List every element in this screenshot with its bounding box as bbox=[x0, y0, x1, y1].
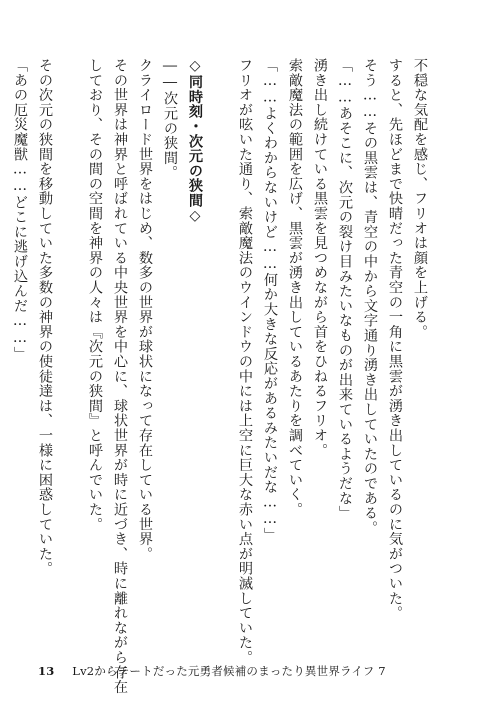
book-title: Lv2からチートだった元勇者候補のまったり異世界ライフ 7 bbox=[72, 664, 386, 678]
text-line: 索敵魔法の範囲を広げ、黒雲が湧き出しているあたりを調べていく。 bbox=[287, 58, 303, 517]
text-line: 湧き出し続けている黒雲を見つめながら首をひねるフリオ。 bbox=[312, 58, 328, 458]
text-line: 「あの厄災魔獣……どこに逃げ込んだ……」 bbox=[12, 58, 28, 362]
text-line: しており、その間の空間を神界の人々は『次元の狭間』と呼んでいた。 bbox=[87, 58, 103, 532]
text-line: 不穏な気配を感じ、フリオは顔を上げる。 bbox=[412, 58, 428, 340]
text-line: その世界は神界と呼ばれている中央世界を中心に、球状世界が時に近づき、時に離れながら存在 bbox=[112, 58, 128, 695]
text-line: 「……よくわからないけど……何か大きな反応があるみたいだな……」 bbox=[262, 58, 278, 543]
blank-line bbox=[57, 58, 82, 658]
scene-heading: ◇同時刻・次元の狭間◇ bbox=[187, 58, 203, 225]
page-footer bbox=[38, 663, 386, 679]
blank-line bbox=[207, 58, 232, 658]
text-line: フリオが呟いた通り、索敵魔法のウインドウの中には上空に巨大な赤い点が明滅していた。 bbox=[237, 58, 253, 665]
page-number: 13 bbox=[38, 664, 55, 678]
text-line: クライロード世界をはじめ、数多の世界が球状になって存在している世界。 bbox=[137, 58, 153, 562]
text-line: 「……あそこに、次元の裂け目みたいなものが出来ているようだな」 bbox=[337, 58, 353, 521]
text-line: すると、先ほどまで快晴だった青空の一角に黒雲が湧き出しているのに気がついた。 bbox=[387, 58, 403, 621]
text-line: ――次元の狭間。 bbox=[162, 58, 178, 180]
text-line: その次元の狭間を移動していた多数の神界の使徒達は、一様に困惑していた。 bbox=[37, 58, 53, 576]
text-line: そう……その黒雲は、青空の中から文字通り湧き出していたのである。 bbox=[362, 58, 378, 536]
